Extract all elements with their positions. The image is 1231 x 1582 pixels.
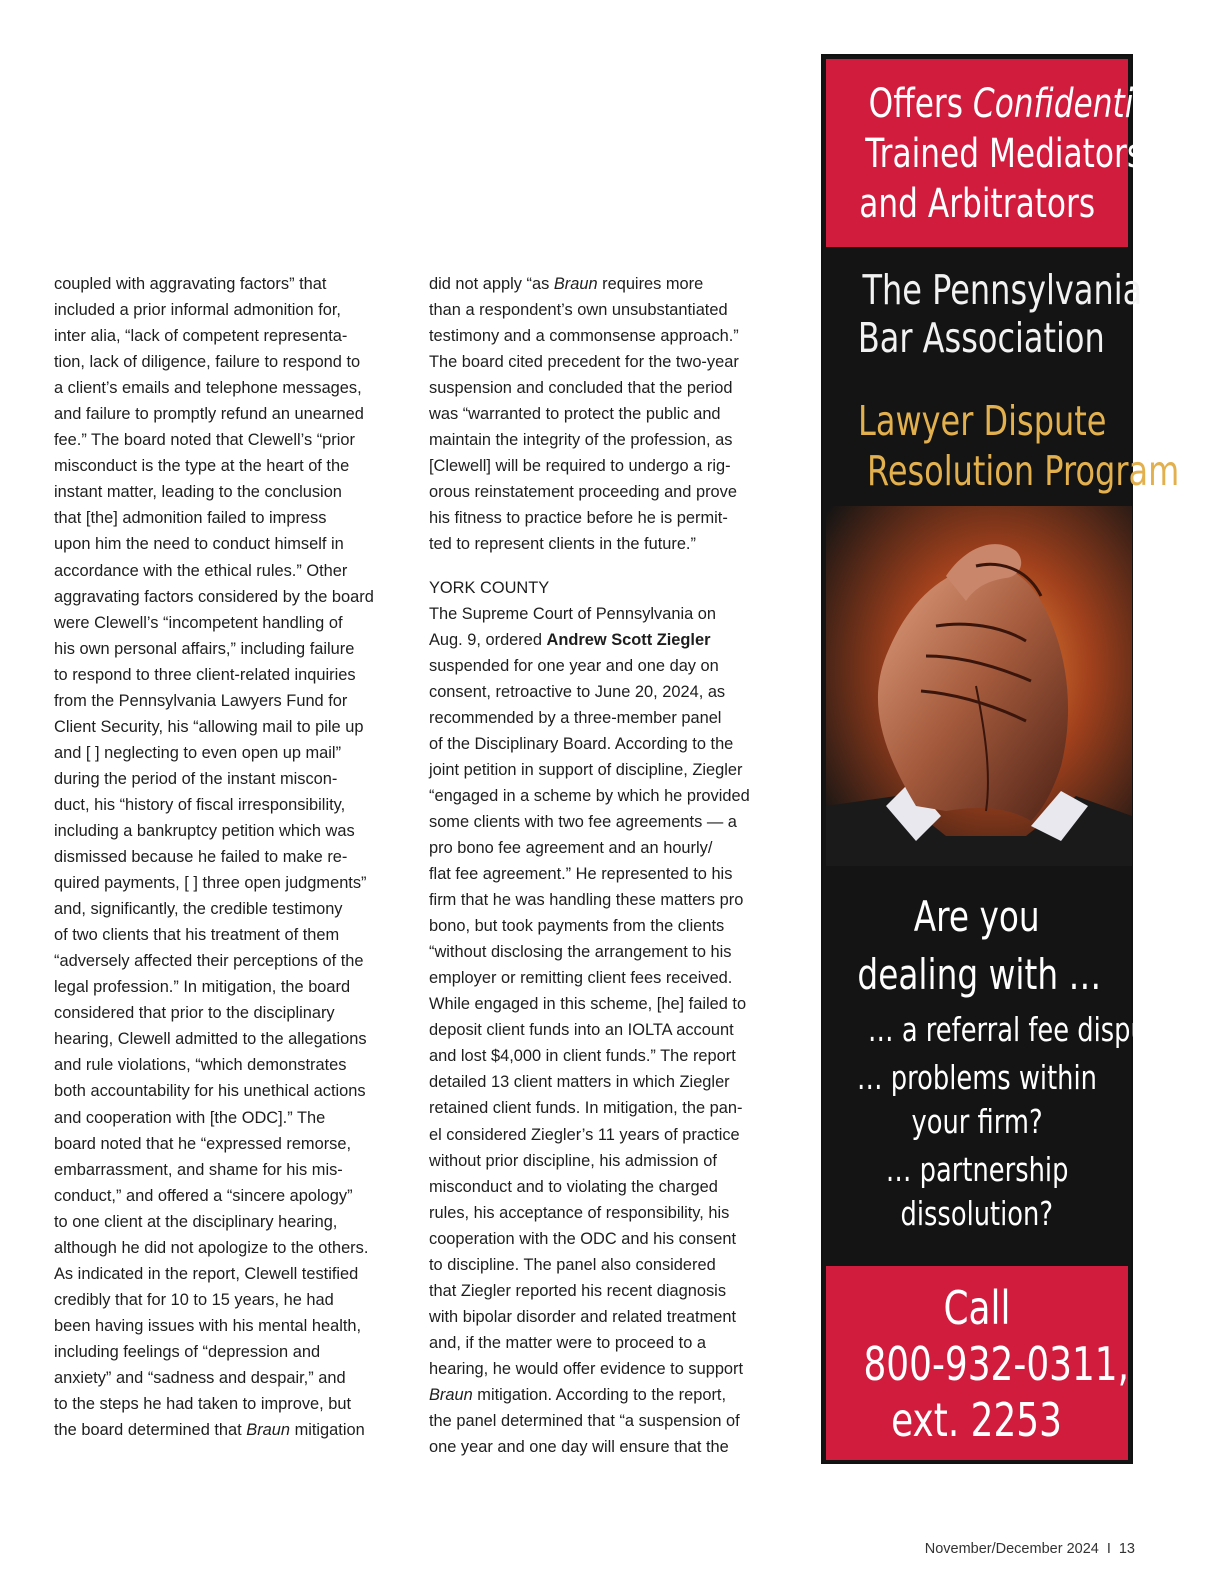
article-line: misconduct is the type at the heart of the xyxy=(54,457,350,476)
article-line: Braun mitigation. According to the report, xyxy=(429,1385,727,1404)
article-line: including a bankruptcy petition which was xyxy=(54,821,355,840)
article-line: The Supreme Court of Pennsylvania on xyxy=(429,604,716,623)
article-line: consent, retroactive to June 20, 2024, as xyxy=(429,682,726,701)
article-line: testimony and a commonsense approach.” xyxy=(429,327,739,346)
article-line: and failure to promptly refund an unearned xyxy=(54,405,364,424)
middle-column-text-b2 xyxy=(429,653,774,1382)
section-heading-york-county: YORK COUNTY xyxy=(429,578,550,597)
article-line: were Clewell’s “incompetent handling of xyxy=(54,613,343,632)
article-line: to the steps he had taken to improve, but xyxy=(54,1395,352,1414)
article-line: employer or remitting client fees received. xyxy=(429,969,733,988)
article-line: As indicated in the report, Clewell testified xyxy=(54,1264,359,1283)
article-line: accordance with the ethical rules.” Other xyxy=(54,561,348,580)
article-line: detailed 13 client matters in which Ziegler xyxy=(429,1073,730,1092)
ad-program-name: Lawyer Dispute Resolution Program xyxy=(858,397,1180,495)
article-line: misconduct and to violating the charged xyxy=(429,1177,718,1196)
middle-article-column xyxy=(429,271,774,1460)
article-line: deposit client funds into an IOLTA account xyxy=(429,1021,734,1040)
advertisement-pba-dispute-resolution[interactable] xyxy=(821,54,1187,1464)
article-line: and rule violations, “which demonstrates xyxy=(54,1056,347,1075)
article-line: While engaged in this scheme, [he] failed to xyxy=(429,995,747,1014)
article-line: “without disclosing the arrangement to his xyxy=(429,943,732,962)
article-line: dismissed because he failed to make re- xyxy=(54,848,348,867)
article-line: anxiety” and “sadness and despair,” and xyxy=(54,1368,346,1387)
article-line: and [ ] neglecting to even open up mail” xyxy=(54,743,342,762)
article-line: el considered Ziegler’s 11 years of practice xyxy=(429,1125,740,1144)
article-line: embarrassment, and shame for his mis- xyxy=(54,1160,343,1179)
article-line: recommended by a three-member panel xyxy=(429,708,722,727)
article-line: that [the] admonition failed to impress xyxy=(54,509,327,528)
article-line: been having issues with his mental health, xyxy=(54,1316,362,1335)
middle-column-text-b1 xyxy=(429,601,774,627)
issue-date: November/December 2024 xyxy=(924,1541,1099,1557)
article-line: included a prior informal admonition for, xyxy=(54,301,341,320)
article-line: bono, but took payments from the clients xyxy=(429,917,725,936)
article-line: did not apply “as Braun requires more xyxy=(429,275,704,293)
article-line: joint petition in support of discipline, Ziegler xyxy=(429,760,743,779)
middle-column-text-a xyxy=(429,297,774,557)
clasped-hands-image xyxy=(826,506,1128,866)
article-line: aggravating factors considered by the board xyxy=(54,587,374,606)
article-line: “adversely affected their perceptions of the xyxy=(54,952,364,971)
article-line: although he did not apologize to the others. xyxy=(54,1238,369,1257)
article-line: with bipolar disorder and related treatment xyxy=(429,1307,737,1326)
article-line: Aug. 9, ordered Andrew Scott Ziegler xyxy=(429,630,711,649)
ad-organization-name: The Pennsylvania Bar Association xyxy=(857,266,1143,362)
ad-top-banner: Offers Confidential, Trained Mediators and Arbitrators xyxy=(826,59,1128,247)
ad-question-block: Are you dealing with … … a referral fee dispute? … problems within your firm? … partnership dissolution? xyxy=(856,892,1187,1233)
article-line: instant matter, leading to the conclusion xyxy=(54,483,342,502)
article-line: retained client funds. In mitigation, the pan- xyxy=(429,1099,743,1118)
article-line: without prior discipline, his admission of xyxy=(429,1151,717,1170)
article-line: fee.” The board noted that Clewell’s “prior xyxy=(54,431,355,450)
article-line: inter alia, “lack of competent representa- xyxy=(54,327,348,346)
article-line: one year and one day will ensure that the xyxy=(429,1438,729,1457)
article-line: to respond to three client-related inquiries xyxy=(54,665,356,684)
article-line: hearing, Clewell admitted to the allegations xyxy=(54,1030,367,1049)
article-line: his fitness to practice before he is permit- xyxy=(429,509,728,528)
article-line: pro bono fee agreement and an hourly/ xyxy=(429,838,713,857)
respondent-name: Andrew Scott Ziegler xyxy=(546,630,711,649)
article-line: some clients with two fee agreements — a xyxy=(429,812,737,831)
article-line: “engaged in a scheme by which he provided xyxy=(429,786,750,805)
ad-phone-extension: ext. 2253 xyxy=(891,1393,1063,1447)
article-line: during the period of the instant miscon- xyxy=(54,769,338,788)
article-line: suspended for one year and one day on xyxy=(429,656,719,675)
article-line: than a respondent’s own unsubstantiated xyxy=(429,301,728,320)
article-line: was “warranted to protect the public and xyxy=(429,405,721,424)
article-line: firm that he was handling these matters pro xyxy=(429,891,744,910)
article-line: to one client at the disciplinary hearing, xyxy=(54,1212,338,1231)
article-line: tion, lack of diligence, failure to respond to xyxy=(54,353,361,372)
article-line: conduct,” and offered a “sincere apology” xyxy=(54,1186,353,1205)
ad-phone-number: 800-932-0311, xyxy=(863,1337,1130,1391)
page-footer xyxy=(925,1541,1135,1557)
article-line: maintain the integrity of the profession, as xyxy=(429,431,733,450)
article-line: from the Pennsylvania Lawyers Fund for xyxy=(54,691,348,710)
article-line: The board cited precedent for the two-year xyxy=(429,353,739,372)
article-line: and, if the matter were to proceed to a xyxy=(429,1333,706,1352)
article-line: upon him the need to conduct himself in xyxy=(54,535,344,554)
article-line: a client’s emails and telephone messages, xyxy=(54,379,362,398)
page-number: 13 xyxy=(1118,1541,1135,1557)
article-line: suspension and concluded that the period xyxy=(429,379,733,398)
article-line: and, significantly, the credible testimony xyxy=(54,900,343,919)
article-line: considered that prior to the disciplinary xyxy=(54,1004,335,1023)
article-line: and cooperation with [the ODC].” The xyxy=(54,1108,326,1127)
article-line: legal profession.” In mitigation, the board xyxy=(54,978,351,997)
article-line: the board determined that Braun mitigation xyxy=(54,1421,365,1440)
article-line: that Ziegler reported his recent diagnosis xyxy=(429,1281,727,1300)
article-line: Client Security, his “allowing mail to pile up xyxy=(54,717,364,736)
footer-separator: I xyxy=(1106,1541,1111,1557)
article-line: duct, his “history of fiscal irresponsibility, xyxy=(54,795,346,814)
article-line: cooperation with the ODC and his consent xyxy=(429,1229,737,1248)
article-line: his own personal affairs,” including failure xyxy=(54,639,355,658)
article-line: the panel determined that “a suspension of xyxy=(429,1412,740,1431)
article-line: [Clewell] will be required to undergo a rig- xyxy=(429,457,731,476)
ad-call-banner: Call 800-932-0311, ext. 2253 xyxy=(826,1266,1128,1460)
article-line: both accountability for his unethical actions xyxy=(54,1082,366,1101)
article-line: hearing, he would offer evidence to support xyxy=(429,1359,744,1378)
article-line: of the Disciplinary Board. According to the xyxy=(429,734,734,753)
article-line: flat fee agreement.” He represented to his xyxy=(429,865,733,884)
article-line: board noted that he “expressed remorse, xyxy=(54,1134,352,1153)
article-line: rules, his acceptance of responsibility, his xyxy=(429,1203,730,1222)
article-line: credibly that for 10 to 15 years, he had xyxy=(54,1290,334,1309)
article-line: and lost $4,000 in client funds.” The report xyxy=(429,1047,736,1066)
article-line: quired payments, [ ] three open judgments” xyxy=(54,874,367,893)
left-column-text xyxy=(54,271,394,1417)
article-line: coupled with aggravating factors” that xyxy=(54,275,327,293)
article-line: ted to represent clients in the future.” xyxy=(429,535,696,554)
article-line: including feelings of “depression and xyxy=(54,1342,321,1361)
article-line: of two clients that his treatment of them xyxy=(54,926,340,945)
left-article-column xyxy=(54,271,394,1443)
article-line: to discipline. The panel also considered xyxy=(429,1255,716,1274)
article-line: orous reinstatement proceeding and prove xyxy=(429,483,737,502)
middle-column-text-c xyxy=(429,1408,774,1460)
